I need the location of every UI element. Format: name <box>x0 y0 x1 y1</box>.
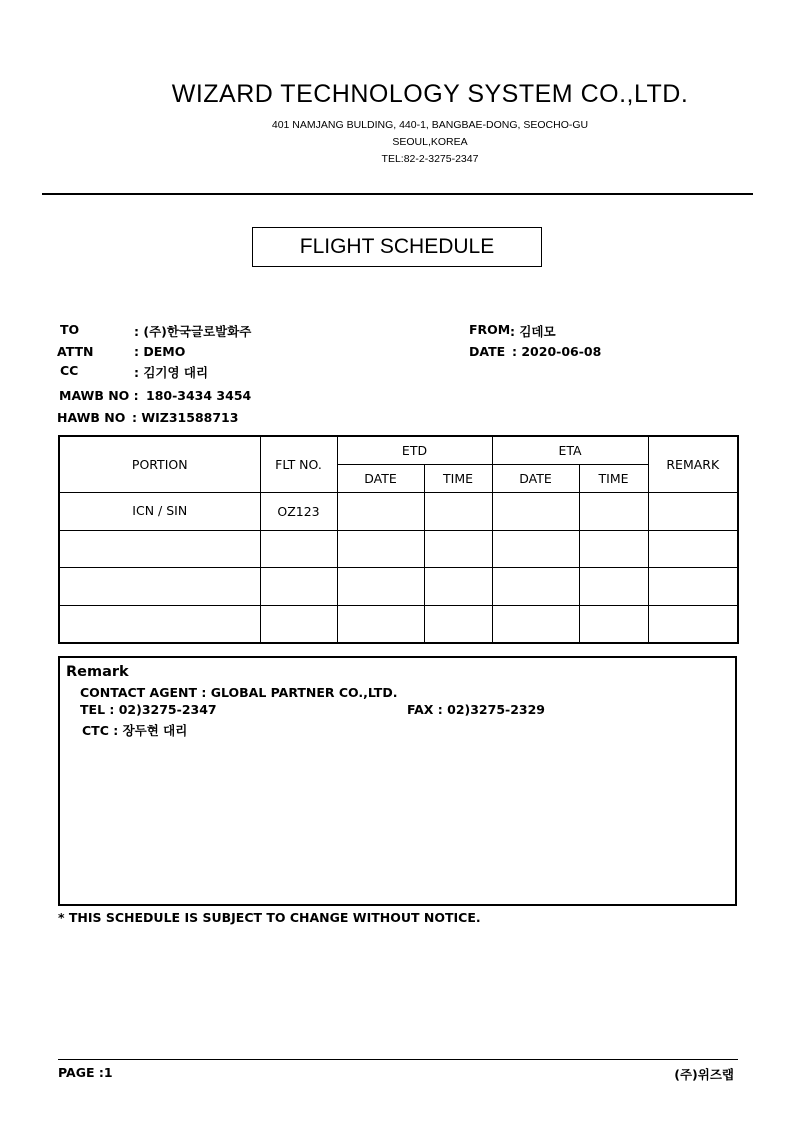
document-title: FLIGHT SCHEDULE <box>252 227 542 267</box>
portion-cell: ICN / SIN <box>59 492 260 530</box>
remark-cell <box>648 567 738 605</box>
mawb-label: MAWB NO : <box>59 388 139 403</box>
table-row <box>59 492 738 530</box>
eta-time-cell <box>579 492 648 530</box>
eta-date-cell <box>492 530 579 567</box>
etd-time-cell <box>424 492 492 530</box>
flight-schedule-table <box>58 435 739 644</box>
etd-date-header: DATE <box>337 464 424 492</box>
from-value: : 김데모 <box>510 324 556 339</box>
attn-label: ATTN <box>57 344 94 359</box>
contact-tel: TEL : 02)3275-2347 <box>80 702 217 717</box>
etd-date-cell <box>337 567 424 605</box>
to-label: TO <box>60 322 80 337</box>
flt-cell <box>260 530 337 567</box>
eta-date-cell <box>492 492 579 530</box>
col-remark-header: REMARK <box>648 436 738 492</box>
table-row <box>59 605 738 643</box>
table-row <box>59 567 738 605</box>
etd-date-cell <box>337 605 424 643</box>
change-notice: * THIS SCHEDULE IS SUBJECT TO CHANGE WITHOUT NOTICE. <box>58 910 481 925</box>
header-divider <box>42 193 753 195</box>
flt-cell <box>260 605 337 643</box>
etd-time-cell <box>424 567 492 605</box>
date-value: : 2020-06-08 <box>512 344 602 359</box>
eta-time-header: TIME <box>579 464 648 492</box>
from-label: FROM <box>469 322 511 337</box>
portion-cell <box>59 530 260 567</box>
attn-value: : DEMO <box>134 344 186 359</box>
etd-date-cell <box>337 530 424 567</box>
hawb-label: HAWB NO <box>57 410 126 425</box>
page-number: PAGE :1 <box>58 1065 113 1080</box>
cc-value: : 김기영 대리 <box>134 365 209 380</box>
remark-cell <box>648 530 738 567</box>
eta-time-cell <box>579 530 648 567</box>
eta-date-cell <box>492 605 579 643</box>
col-flt-header: FLT NO. <box>260 436 337 492</box>
date-label: DATE <box>469 344 506 359</box>
eta-time-cell <box>579 567 648 605</box>
to-value: : (주)한국글로발화주 <box>134 324 252 339</box>
etd-time-cell <box>424 530 492 567</box>
company-address: 401 NAMJANG BULDING, 440-1, BANGBAE-DONG, SEOCHO-GU <box>271 119 589 131</box>
eta-date-header: DATE <box>492 464 579 492</box>
contact-ctc: CTC : 장두현 대리 <box>82 723 188 738</box>
remark-cell <box>648 492 738 530</box>
contact-fax: FAX : 02)3275-2329 <box>407 702 545 717</box>
cc-label: CC <box>60 363 79 378</box>
remark-title: Remark <box>66 664 129 680</box>
hawb-value: : WIZ31588713 <box>132 410 239 425</box>
col-eta-header: ETA <box>492 436 648 464</box>
portion-cell <box>59 605 260 643</box>
table-header-row <box>59 436 738 464</box>
company-tel: TEL:82-2-3275-2347 <box>381 153 479 165</box>
footer-divider <box>58 1059 738 1060</box>
col-etd-header: ETD <box>337 436 492 464</box>
eta-time-cell <box>579 605 648 643</box>
eta-date-cell <box>492 567 579 605</box>
etd-time-cell <box>424 605 492 643</box>
footer-company: (주)위즈랩 <box>674 1067 734 1082</box>
company-city: SEOUL,KOREA <box>392 136 468 148</box>
remark-cell <box>648 605 738 643</box>
portion-cell <box>59 567 260 605</box>
contact-agent: CONTACT AGENT : GLOBAL PARTNER CO.,LTD. <box>80 685 398 700</box>
etd-time-header: TIME <box>424 464 492 492</box>
flt-cell: OZ123 <box>260 492 337 530</box>
etd-date-cell <box>337 492 424 530</box>
table-row <box>59 530 738 567</box>
remark-box <box>58 656 737 906</box>
mawb-value: 180-3434 3454 <box>146 388 252 403</box>
flt-cell <box>260 567 337 605</box>
col-portion-header: PORTION <box>59 436 260 492</box>
company-name: WIZARD TECHNOLOGY SYSTEM CO.,LTD. <box>171 80 689 108</box>
